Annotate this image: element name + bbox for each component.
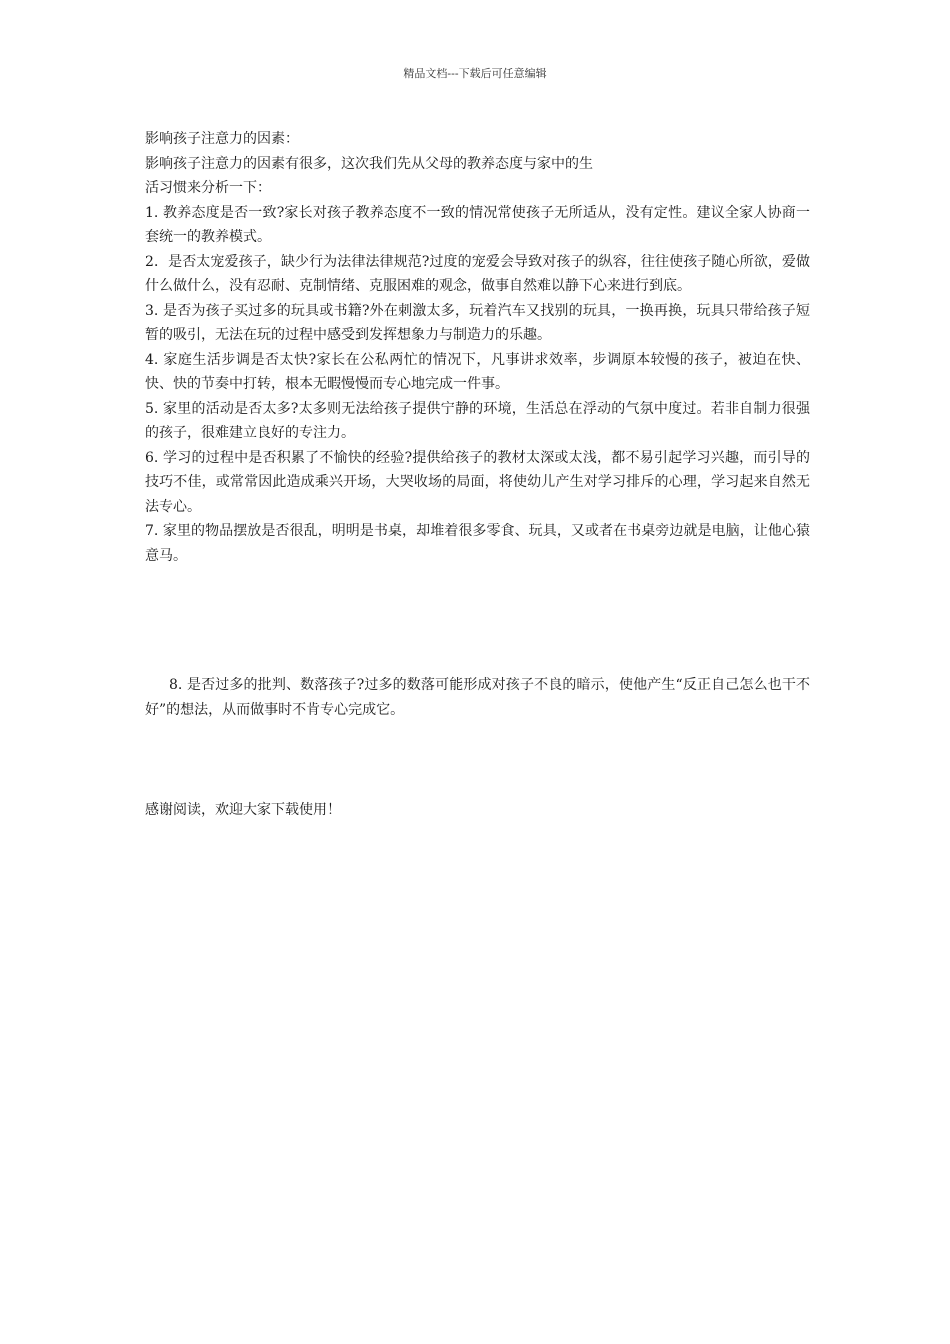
list-item: 1. 教养态度是否一致?家长对孩子教养态度不一致的情况常使孩子无所适从，没有定性。建议全家人协商一套统一的教养模式。 — [145, 204, 810, 245]
closing-text: 感谢阅读，欢迎大家下载使用！ — [145, 802, 341, 818]
section-heading: 影响孩子注意力的因素： — [145, 131, 299, 147]
list-item: 8. 是否过多的批判、数落孩子?过多的数落可能形成对孩子不良的暗示，使他产生“反正自己怎么也干不好”的想法，从而做事时不肯专心完成它。 — [145, 677, 810, 718]
list-item: 2．是否太宠爱孩子，缺少行为法律法律规范?过度的宠爱会导致对孩子的纵容，往往使孩子随心所欲，爱做什么做什么，没有忍耐、克制情绪、克服困难的观念，做事自然难以静下心来进行到底。 — [145, 253, 810, 294]
list-item: 5. 家里的活动是否太多?太多则无法给孩子提供宁静的环境，生活总在浮动的气氛中度过。若非自制力很强的孩子，很难建立良好的专注力。 — [145, 400, 810, 441]
page-header: 精品文档---下载后可任意编辑 — [403, 67, 547, 80]
intro-line: 影响孩子注意力的因素有很多，这次我们先从父母的教养态度与家中的生 — [145, 155, 593, 172]
list-item: 3. 是否为孩子买过多的玩具或书籍?外在刺激太多，玩着汽车又找别的玩具，一换再换，玩具只带给孩子短暂的吸引，无法在玩的过程中感受到发挥想象力与制造力的乐趣。 — [145, 302, 810, 343]
list-item: 4. 家庭生活步调是否太快?家长在公私两忙的情况下，凡事讲求效率，步调原本较慢的孩子，被迫在快、快、快的节奏中打转，根本无暇慢慢而专心地完成一件事。 — [145, 351, 810, 392]
list-item: 7. 家里的物品摆放是否很乱，明明是书桌，却堆着很多零食、玩具，又或者在书桌旁边就是电脑，让他心猿意马。 — [145, 523, 810, 564]
list-item: 6. 学习的过程中是否积累了不愉快的经验?提供给孩子的教材太深或太浅，都不易引起学习兴趣，而引导的技巧不佳，或常常因此造成乘兴开场，大哭收场的局面，将使幼儿产生对学习排斥的心理，学习起来自然无法专心。 — [145, 449, 810, 515]
document-body — [145, 127, 810, 568]
intro-line: 活习惯来分析一下： — [145, 180, 271, 196]
